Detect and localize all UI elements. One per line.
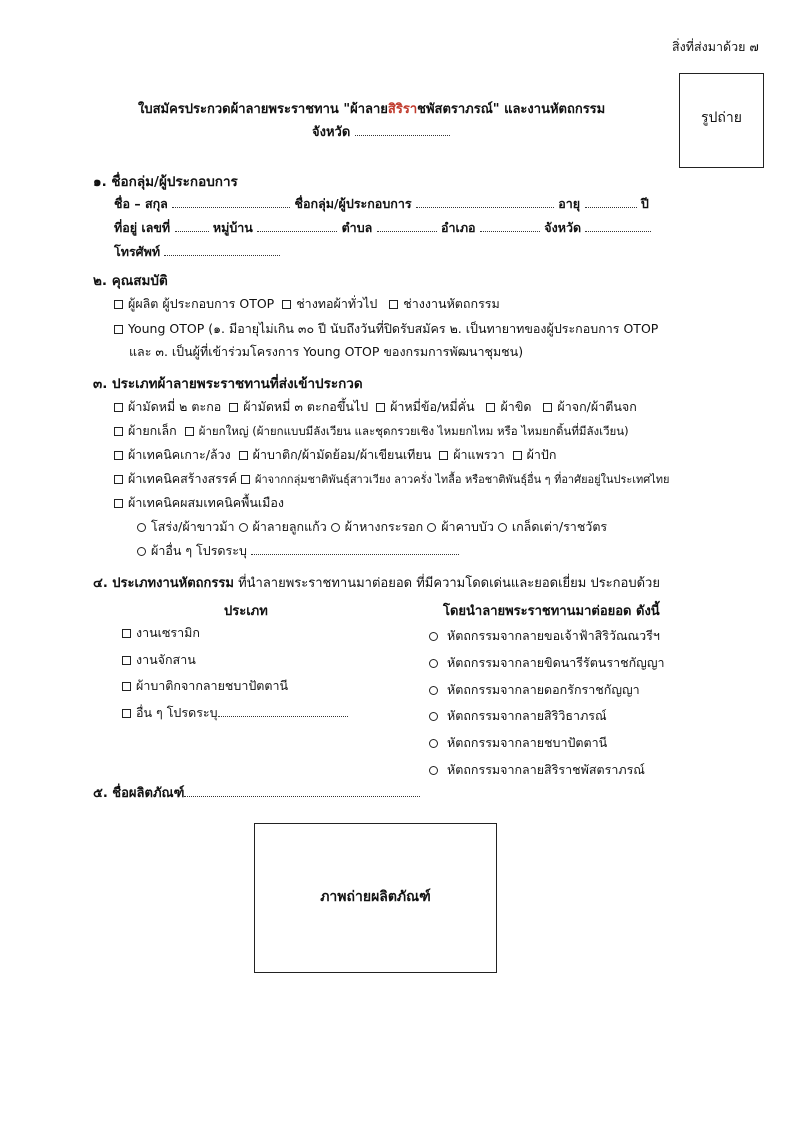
pattern-label-2: หัตถกรรมจากลายขิดนารีรัตนราชกัญญา: [446, 655, 665, 670]
kor-luang-checkbox[interactable]: [114, 451, 123, 460]
embroidery-checkbox[interactable]: [513, 451, 522, 460]
kledtao-label: เกล็ดเต่า/ราชวัตร: [511, 519, 608, 534]
age-label: อายุ: [558, 196, 581, 211]
khabbua-radio[interactable]: [427, 523, 436, 532]
basketry-label: งานจักสาน: [136, 652, 196, 667]
village-label: หมู่บ้าน: [212, 220, 253, 235]
batik-checkbox[interactable]: [239, 451, 248, 460]
creative-checkbox[interactable]: [114, 475, 123, 484]
section1-heading: ๑. ชื่อกลุ่ม/ผู้ประกอบการ: [93, 174, 238, 190]
col-right-title: โดยนำลายพระราชทานมาต่อยอด ดังนี้: [443, 604, 660, 619]
section4-heading-rest: ที่นำลายพระราชทานมาต่อยอด ที่มีความโดดเด่นและยอดเยี่ยม ประกอบด้วย: [238, 576, 660, 591]
section2-heading: ๒. คุณสมบัติ: [93, 273, 168, 289]
young-otop-label: Young OTOP (๑. มีอายุไม่เกิน ๓๐ ปี นับถึงวันที่ปิดรับสมัคร ๒. เป็นทายาทของผู้ประกอบการ OTOP: [128, 321, 659, 336]
list-item[interactable]: [429, 733, 607, 753]
other-fabric-radio[interactable]: [137, 547, 146, 556]
yok-small-label: ผ้ายกเล็ก: [128, 423, 177, 438]
section5-heading: ๕. ชื่อผลิตภัณฑ์: [93, 786, 185, 801]
creative-label: ผ้าเทคนิคสร้างสรรค์: [128, 471, 238, 486]
mixed-technique-checkbox[interactable]: [114, 499, 123, 508]
batik-chaba-label: ผ้าบาติกจากลายชบาปัตตานี: [136, 678, 289, 693]
other-craft-field[interactable]: [218, 704, 348, 717]
section3-row5: [114, 493, 284, 513]
batik-chaba-checkbox[interactable]: [122, 682, 131, 691]
attachment-label: สิ่งที่ส่งมาด้วย ๗: [672, 39, 759, 54]
mixed-technique-label: ผ้าเทคนิคผสมเทคนิคพื้นเมือง: [128, 495, 285, 510]
crafter-option[interactable]: [389, 296, 499, 311]
producer-label: ผู้ผลิต ผู้ประกอบการ OTOP: [128, 296, 275, 311]
subdistrict-label: ตำบล: [341, 220, 373, 235]
pattern-label-5: หัตถกรรมจากลายชบาปัตตานี: [446, 735, 608, 750]
name-field[interactable]: [172, 195, 290, 208]
name-label: ชื่อ – สกุล: [114, 196, 168, 211]
address-province-label: จังหวัด: [544, 220, 582, 235]
section3-subrow1: [137, 517, 607, 537]
lukkaew-label: ผ้าลายลูกแก้ว: [252, 519, 327, 534]
section3-row2: [114, 421, 629, 441]
section2-row2: [114, 319, 658, 339]
basketry-checkbox[interactable]: [122, 656, 131, 665]
ceramic-label: งานเซรามิก: [136, 625, 200, 640]
yok-large-label: ผ้ายกใหญ่ (ผ้ายกแบบมีลังเวียน และชุดกรวยเชิง ไหมยกไหม หรือ ไหมยกดิ้นที่มีลังเวียน): [198, 424, 629, 438]
age-field[interactable]: [585, 195, 637, 208]
section3-heading: ๓. ประเภทผ้าลายพระราชทานที่ส่งเข้าประกวด: [93, 376, 363, 392]
list-item[interactable]: [122, 650, 196, 670]
batik-label: ผ้าบาติก/ผ้ามัดย้อม/ผ้าเขียนเทียน: [252, 447, 432, 462]
list-item[interactable]: [429, 653, 664, 673]
pattern-label-1: หัตถกรรมจากลายขอเจ้าฟ้าสิริวัณณวรีฯ: [446, 628, 660, 643]
mudmee2-label: ผ้ามัดหมี่ ๒ ตะกอ: [128, 399, 222, 414]
section1-row-phone: [114, 242, 280, 262]
section1-row-name: [114, 194, 649, 214]
mudmee2-checkbox[interactable]: [114, 403, 123, 412]
section3-row4: [114, 469, 670, 489]
list-item[interactable]: [429, 706, 607, 726]
ethnic-checkbox[interactable]: [241, 475, 250, 484]
phone-label: โทรศัพท์: [114, 244, 161, 259]
list-item[interactable]: [122, 623, 200, 643]
mudmee3-label: ผ้ามัดหมี่ ๓ ตะกอขึ้นไป: [243, 399, 369, 414]
ceramic-checkbox[interactable]: [122, 629, 131, 638]
section3-row1: [114, 397, 637, 417]
product-photo-placeholder[interactable]: [254, 823, 497, 973]
section2-row3: และ ๓. เป็นผู้ที่เข้าร่วมโครงการ Young OTOP ของกรมการพัฒนาชุมชน): [129, 344, 524, 359]
list-item[interactable]: [429, 680, 640, 700]
weaver-label: ช่างทอผ้าทั่วไป: [296, 296, 378, 311]
sarong-label: โสร่ง/ผ้าขาวม้า: [151, 519, 235, 534]
col-left-title: ประเภท: [224, 604, 268, 619]
group-label: ชื่อกลุ่ม/ผู้ประกอบการ: [294, 196, 412, 211]
other-craft-label: อื่น ๆ โปรดระบุ: [136, 705, 218, 720]
kor-luang-label: ผ้าเทคนิคเกาะ/ล้วง: [128, 447, 231, 462]
pattern-radio-6[interactable]: [429, 766, 438, 775]
ethnic-label: ผ้าจากกลุ่มชาติพันธุ์สาวเวียง ลาวครั่ง ไทลื้อ หรือชาติพันธุ์อื่น ๆ ที่อาศัยอยู่ในประเทศไทย: [255, 473, 670, 486]
section4-heading: ๔. ประเภทงานหัตถกรรม: [93, 576, 234, 591]
weaver-option[interactable]: [282, 296, 377, 311]
craft-type-list: [122, 623, 422, 723]
jok-checkbox[interactable]: [543, 403, 552, 412]
photo-placeholder[interactable]: [679, 73, 764, 168]
producer-option[interactable]: [114, 296, 274, 311]
photo-label: รูปถ่าย: [701, 110, 742, 126]
mudmee3-checkbox[interactable]: [229, 403, 238, 412]
province-label: จังหวัด: [312, 125, 351, 140]
title-suffix: ชพัสตราภรณ์" และงานหัตถกรรม: [417, 102, 606, 117]
meekhor-checkbox[interactable]: [376, 403, 385, 412]
pattern-radio-3[interactable]: [429, 686, 438, 695]
crafter-label: ช่างงานหัตถกรรม: [403, 296, 500, 311]
pattern-radio-5[interactable]: [429, 739, 438, 748]
kledtao-radio[interactable]: [498, 523, 507, 532]
address-province-field[interactable]: [585, 219, 651, 232]
pattern-radio-2[interactable]: [429, 659, 438, 668]
yok-large-checkbox[interactable]: [185, 427, 194, 436]
form-title: [138, 98, 605, 119]
list-item[interactable]: [122, 676, 288, 696]
section2-row1: [114, 294, 500, 314]
subdistrict-field[interactable]: [377, 219, 437, 232]
crafter-checkbox[interactable]: [389, 300, 398, 309]
praewa-label: ผ้าแพรวา: [453, 447, 505, 462]
khid-label: ผ้าขิด: [500, 399, 532, 414]
pattern-label-4: หัตถกรรมจากลายสิริวิธาภรณ์: [446, 708, 607, 723]
yok-small-checkbox[interactable]: [114, 427, 123, 436]
year-label: ปี: [640, 196, 649, 211]
section3-subrow2: [137, 541, 459, 561]
district-field[interactable]: [480, 219, 540, 232]
product-name-field[interactable]: [184, 784, 420, 797]
province-field[interactable]: [355, 123, 450, 136]
praewa-checkbox[interactable]: [439, 451, 448, 460]
meekhor-label: ผ้าหมี่ข้อ/หมี่คั่น: [390, 399, 475, 414]
young-otop-checkbox[interactable]: [114, 325, 123, 334]
jok-label: ผ้าจก/ผ้าตีนจก: [557, 399, 637, 414]
address-number-field[interactable]: [175, 219, 209, 232]
section1-row-address: [114, 218, 651, 238]
hangkrarok-radio[interactable]: [331, 523, 340, 532]
khabbua-label: ผ้าคาบบัว: [441, 519, 494, 534]
other-craft-checkbox[interactable]: [122, 709, 131, 718]
district-label: อำเภอ: [441, 220, 476, 235]
hangkrarok-label: ผ้าหางกระรอก: [344, 519, 424, 534]
title-highlight: สิริรา: [387, 102, 418, 117]
list-item[interactable]: [429, 626, 660, 646]
sarong-radio[interactable]: [137, 523, 146, 532]
pattern-label-6: หัตถกรรมจากลายสิริราชพัสตราภรณ์: [446, 762, 645, 777]
phone-field[interactable]: [164, 243, 280, 256]
embroidery-label: ผ้าปัก: [526, 447, 557, 462]
province-line: [312, 121, 450, 142]
village-field[interactable]: [257, 219, 337, 232]
section3-row3: [114, 445, 556, 465]
list-item[interactable]: [122, 703, 348, 723]
title-prefix: ใบสมัครประกวดผ้าลายพระราชทาน "ผ้าลาย: [138, 102, 388, 117]
weaver-checkbox[interactable]: [282, 300, 291, 309]
group-field[interactable]: [416, 195, 554, 208]
section4-heading-line: [93, 572, 660, 593]
lukkaew-radio[interactable]: [239, 523, 248, 532]
product-photo-label: ภาพถ่ายผลิตภัณฑ์: [320, 889, 431, 905]
pattern-radio-4[interactable]: [429, 712, 438, 721]
pattern-list: [429, 626, 729, 776]
pattern-label-3: หัตถกรรมจากลายดอกรักราชกัญญา: [446, 682, 640, 697]
producer-checkbox[interactable]: [114, 300, 123, 309]
list-item[interactable]: [429, 760, 645, 780]
address-label: ที่อยู่ เลขที่: [114, 220, 171, 235]
other-fabric-label: ผ้าอื่น ๆ โปรดระบุ: [151, 543, 247, 558]
other-fabric-field[interactable]: [251, 542, 459, 555]
pattern-radio-1[interactable]: [429, 632, 438, 641]
section5-line: [93, 782, 420, 803]
khid-checkbox[interactable]: [486, 403, 495, 412]
